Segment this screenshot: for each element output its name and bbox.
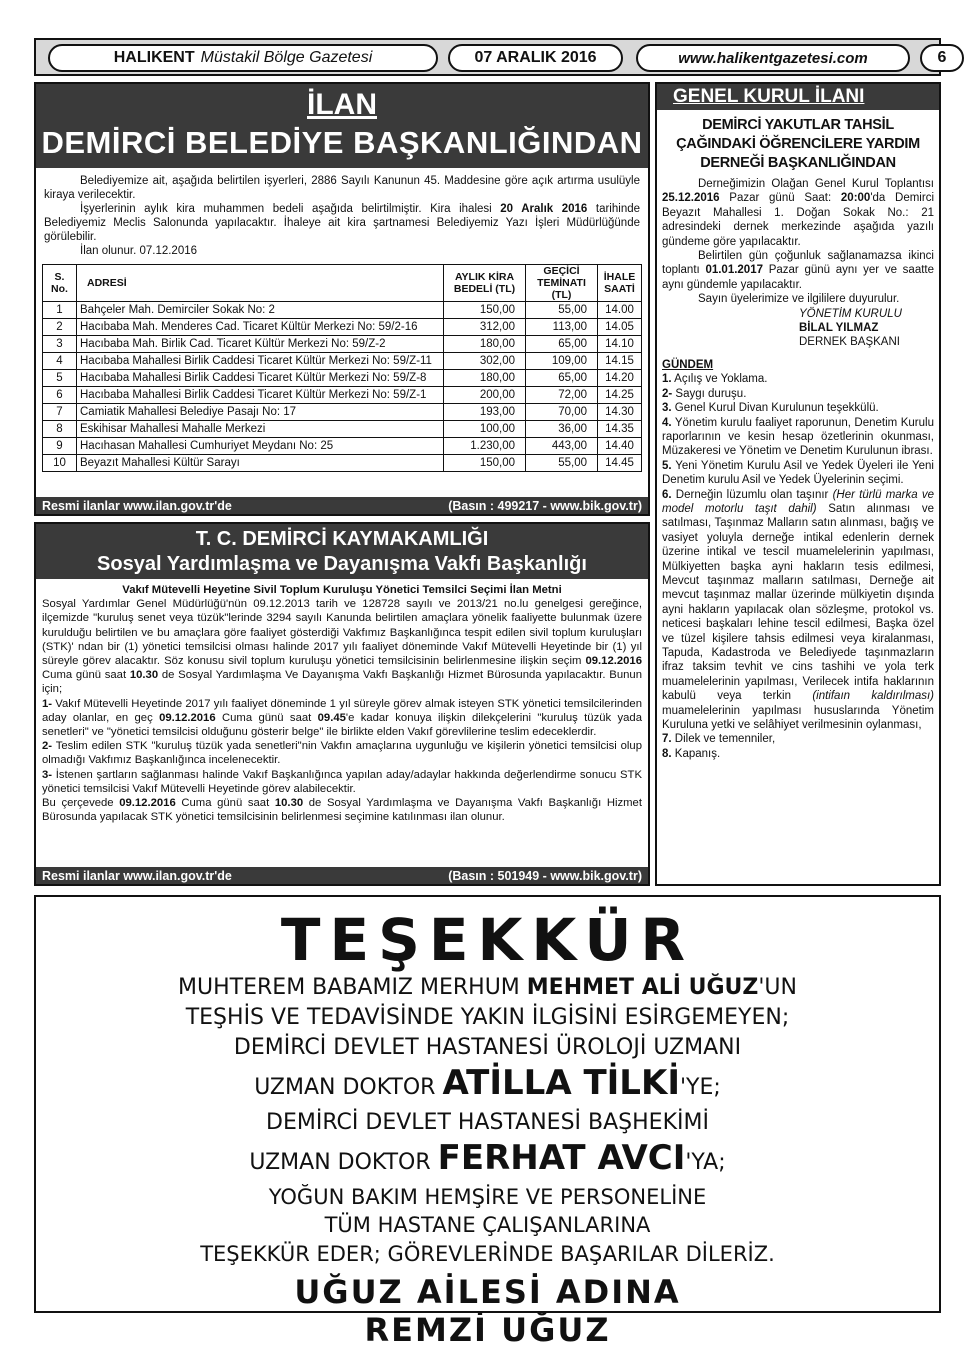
cell-address: Hacıbaba Mahallesi Birlik Caddesi Ticaret Kültür Merkezi No: 59/Z-1 (77, 387, 444, 404)
kaymakamlik-item: 2- Teslim edilen STK "kuruluş tüzük yada senetleri"nin Vakfın amaçlarına uygunluğu ve kişilerin yönetici temsilcisi olup olmadığı Vakfımız Başkanlığınca incelenecektir. (42, 740, 642, 767)
paper-name-pill (48, 44, 438, 72)
cell-no: 8 (43, 421, 77, 438)
newspaper-header (34, 38, 947, 76)
cell-rent: 180,00 (444, 336, 526, 353)
cell-no: 5 (43, 370, 77, 387)
cell-time: 14.35 (598, 421, 642, 438)
genel-kurul-box (655, 82, 941, 886)
cell-no: 10 (43, 455, 77, 472)
cell-address: Bahçeler Mah. Demirciler Sokak No: 2 (77, 302, 444, 319)
cell-address: Beyazıt Mahallesi Kültür Sarayı (77, 455, 444, 472)
table-row (43, 370, 642, 387)
genel-kurul-paragraph: Derneğimizin Olağan Genel Kurul Toplantısı 25.12.2016 Pazar günü Saat: 20:00'da Demirci Beyazıt Mahallesi 1. Doğan Sokak No.: 21 adresindeki dernek merkezinde aşağıda yazılı gündeme göre yapılacaktır. (662, 178, 934, 248)
genel-kurul-paragraph: Belirtilen gün çoğunluk sağlanamazsa ikinci toplantı 01.01.2017 Pazar günü aynı yer ve saatte aynı gündemle yapılacaktır. (662, 250, 935, 291)
cell-rent: 150,00 (444, 302, 526, 319)
tesekkur-line: UZMAN DOKTOR FERHAT AVCI'YA; (249, 1138, 726, 1178)
col-header-address: ADRESİ (77, 265, 444, 302)
cell-no: 3 (43, 336, 77, 353)
cell-no: 6 (43, 387, 77, 404)
belediye-ilan-box (34, 82, 650, 516)
kaymakamlik-body (36, 579, 648, 824)
ilan-paragraph: İşyerlerinin aylık kira muhammen bedeli aşağıda belirtilmiştir. Kira ihalesi 20 Aralık 2016 tarihinde Belediyemiz Meclis Salonunda yapılacaktır. İhaleye ait kira şartnamesi Belediyemiz Yazı İşleri Müdürlüğünde görülebilir. (44, 203, 641, 243)
tesekkur-signature-name: REMZİ UĞUZ (364, 1311, 611, 1349)
cell-time: 14.30 (598, 404, 642, 421)
signature-name: BİLAL YILMAZ (799, 322, 879, 335)
cell-rent: 302,00 (444, 353, 526, 370)
kaymakamlik-paragraph: Sosyal Yardımlar Genel Müdürlüğü'nün 09.12.2013 tarih ve 128728 sayılı ve 2013/21 no.lu genelgesi gereğince, ilçemizde "kuruluş senet veya tüzük"lerinde 3294 sayılı Kanunda belirtilen amaçlara yönelik faaliyette bulunmak üzere kurulduğu belirtilen ve bu amaçlara göre faaliyet gösterdiği Vakfımız Başkanlığınca tespit edilen sivil toplum kuruluşları (STK)' ndan bir (1) yönetici temsilcisi olması halinde 2017 yılı faaliyet döneminde Vakıf Mütevelli Heyetinde bir (1) yıl süreyle görev alacaktır. Söz konusu sivil toplum kuruluşu yönetici temsilcisinin belirlenmesine ilişkin seçim 09.12.2016 Cuma günü saat 10.30 de Sosyal Yardımlaşma Ve Dayanışma Vakfı Başkanlığı Hizmet Bürosunda yapılacaktır. Bunun için; (42, 598, 642, 696)
cell-rent: 1.230,00 (444, 438, 526, 455)
page-number: 6 (920, 44, 964, 72)
cell-deposit: 65,00 (526, 370, 598, 387)
basin-reference: (Basın : 499217 - www.bik.gov.tr) (448, 498, 642, 513)
cell-time: 14.15 (598, 353, 642, 370)
table-header-row (43, 265, 642, 302)
cell-time: 14.05 (598, 319, 642, 336)
cell-no: 9 (43, 438, 77, 455)
table-row (43, 455, 642, 472)
tesekkur-line: YOĞUN BAKIM HEMŞİRE VE PERSONELİNE (268, 1185, 707, 1209)
col-header-time: İHALE SAATİ (598, 265, 642, 302)
table-row (43, 336, 642, 353)
cell-time: 14.00 (598, 302, 642, 319)
resmi-ilanlar-link[interactable]: Resmi ilanlar www.ilan.gov.tr'de (42, 868, 232, 883)
ilan-subtitle: DEMİRCİ BELEDİYE BAŞKANLIĞINDAN (41, 125, 643, 160)
ilan-title: İLAN (307, 88, 377, 121)
tesekkur-line: TEŞEKKÜR EDER; GÖREVLERİNDE BAŞARILAR DİLERİZ. (200, 1242, 775, 1266)
cell-rent: 200,00 (444, 387, 526, 404)
tesekkur-box (34, 895, 941, 1349)
gundem-list (657, 350, 939, 761)
kaymakamlik-ilan-box (34, 522, 650, 886)
paper-name: HALIKENT (113, 49, 195, 66)
cell-deposit: 36,00 (526, 421, 598, 438)
ilan-table (42, 264, 642, 472)
cell-no: 2 (43, 319, 77, 336)
signature-board: YÖNETİM KURULU (799, 307, 902, 320)
cell-address: Eskihisar Mahallesi Mahalle Merkezi (77, 421, 444, 438)
signature-block (657, 307, 939, 350)
kaymakamlik-paragraph: Bu çerçevede 09.12.2016 Cuma günü saat 10.30 de Sosyal Yardımlaşma ve Dayanışma Vakfı Başkanlığı Hizmet Bürosunda yapılacak STK yönetici temsilcisinin belirlenmesi seçimine katılınması ilan olunur. (42, 797, 642, 824)
tesekkur-line: DEMİRCİ DEVLET HASTANESİ ÜROLOJİ UZMANI (233, 1035, 742, 1060)
ilan-title-block (36, 84, 648, 168)
cell-deposit: 72,00 (526, 387, 598, 404)
basin-reference: (Basın : 501949 - www.bik.gov.tr) (448, 868, 642, 883)
cell-address: Hacıbaba Mah. Menderes Cad. Ticaret Kültür Merkezi No: 59/2-16 (77, 319, 444, 336)
tesekkur-line: TEŞHİS VE TEDAVİSİNDE YAKIN İLGİSİNİ ESİRGEMEYEN; (185, 1005, 790, 1030)
tesekkur-signature: UĞUZ AİLESİ ADINA (294, 1273, 681, 1311)
gundem-item: 3. Genel Kurul Divan Kurulunun teşekkülü. (662, 402, 879, 415)
col-header-deposit: GEÇİCİ TEMİNATI (TL) (526, 265, 598, 302)
gundem-item: 8. Kapanış. (662, 747, 721, 760)
cell-rent: 193,00 (444, 404, 526, 421)
table-row (43, 353, 642, 370)
gundem-item: 6. Derneğin lüzumlu olan taşınır (Her türlü marka ve model motorlu taşıt dahil) Satın alınması ve satılması, Taşınmaz Malların satın alınması, bağış ve vasiyet yoluyla derneğe intikal edenlerin dernek üzerine intikal ve tescil muamelelerinin yapılması, Mülkiyetten başka ayni hakların tesis edilmesi, Mevcut taşınmaz malların satılması, Derneğe ait mevcut taşınmaz mallar üzerinde mülkiyetin dışında ayni hakların yapılacak olan sözleşme, protokol vs. neticesi başkaları lehine tescil edilmesi, Başka özel ve tüzel kişilere tahsis edilmesi veya kiralanması, Tapuda, Kadastroda ve Belediyede taşınmazların ifraz taksim tevhit ve cins tashihi ve yola terk muamelelerinin yapılması, Verilecek intifa haklarının kabulü veya terkin (intifaın kaldırılması) muamelelerinin yapılması hususlarında Yönetim Kuruluna yetki ve selâhiyet verilmesinin oylanması, (662, 488, 935, 732)
cell-deposit: 65,00 (526, 336, 598, 353)
tesekkur-line: UZMAN DOKTOR ATİLLA TİLKİ'YE; (254, 1063, 721, 1103)
kaymakamlik-title: T. C. DEMİRCİ KAYMAKAMLIĞI (195, 528, 489, 550)
cell-rent: 312,00 (444, 319, 526, 336)
tesekkur-line: MUHTEREM BABAMIZ MERHUM MEHMET ALİ UĞUZ'UN (178, 975, 797, 1000)
ilan-body (36, 168, 648, 258)
kaymakamlik-item: 3- İstenen şartların sağlanması halinde Vakıf Başkanlığınca yapılan aday/adaylar hakkında değerlendirme sonucu STK yönetici temsilcisi Vakıf Mütevelli Heyetinde görev alabilecektir. (42, 768, 642, 795)
cell-no: 4 (43, 353, 77, 370)
cell-rent: 150,00 (444, 455, 526, 472)
cell-address: Hacıhasan Mahallesi Cumhuriyet Meydanı No: 25 (77, 438, 444, 455)
tesekkur-line: DEMİRCİ DEVLET HASTANESİ BAŞHEKİMİ (266, 1110, 709, 1135)
cell-address: Hacıbaba Mahallesi Birlik Caddesi Ticaret Kültür Merkezi No: 59/Z-11 (77, 353, 444, 370)
kaymakamlik-heading: Vakıf Mütevelli Heyetine Sivil Toplum Kuruluşu Yönetici Temsilci Seçimi İlan Metni (122, 584, 562, 596)
cell-deposit: 109,00 (526, 353, 598, 370)
resmi-ilanlar-link[interactable]: Resmi ilanlar www.ilan.gov.tr'de (42, 498, 232, 513)
table-row (43, 404, 642, 421)
website-link[interactable]: www.halikentgazetesi.com (636, 44, 910, 72)
cell-address: Camiatik Mahallesi Belediye Pasajı No: 17 (77, 404, 444, 421)
kaymakamlik-footer (36, 867, 648, 884)
issue-date: 07 ARALIK 2016 (448, 44, 623, 72)
genel-kurul-paragraph: Sayın üyelerimize ve ilgililere duyurulur. (698, 293, 900, 306)
cell-address: Hacıbaba Mah. Birlik Cad. Ticaret Kültür Merkezi No: 59/Z-2 (77, 336, 444, 353)
table-row (43, 387, 642, 404)
cell-no: 7 (43, 404, 77, 421)
gundem-title: GÜNDEM (662, 358, 714, 371)
cell-rent: 100,00 (444, 421, 526, 438)
ilan-footer (36, 497, 648, 514)
cell-deposit: 55,00 (526, 455, 598, 472)
cell-no: 1 (43, 302, 77, 319)
tesekkur-line: TÜM HASTANE ÇALIŞANLARINA (324, 1213, 651, 1237)
paper-tagline: Müstakil Bölge Gazetesi (200, 49, 373, 66)
cell-time: 14.20 (598, 370, 642, 387)
cell-deposit: 70,00 (526, 404, 598, 421)
gundem-item: 4. Yönetim kurulu faaliyet raporunun, Denetim Kurulu raporlarının ve kesin hesap özetlerinin okunması, Müzakeresi ve Yönetim ve Denetim Kurulunun ibrası. (662, 416, 934, 458)
kaymakamlik-item: 1- Vakıf Mütevelli Heyetinde 2017 yılı faaliyet döneminde 1 yıl süreyle görev almak isteyen STK yönetici temsilcilerinden aday olanlar, en geç 09.12.2016 Cuma günü saat 09.45'e kadar konuya ilişkin dilekçelerini "kuruluş tüzük yada senetleri" ve "yönetici temsilcisi olduğunu gösterir belge" ile birlikte elden Vakıf görevlilerine teslim edeceklerdir. (42, 697, 642, 739)
gundem-item: 1. Açılış ve Yoklama. (662, 373, 768, 386)
cell-address: Hacıbaba Mahallesi Birlik Caddesi Ticaret Kültür Merkezi No: 59/Z-8 (77, 370, 444, 387)
table-row (43, 319, 642, 336)
dernek-name: DEMİRCİ YAKUTLAR TAHSİL ÇAĞINDAKİ ÖĞRENCİLERE YARDIM DERNEĞİ BAŞKANLIĞINDAN (676, 117, 920, 171)
gundem-item: 5. Yeni Yönetim Kurulu Asil ve Yedek Üyeleri ile Yeni Denetim kurulu Asil ve Yedek Üyelerinin seçimi. (662, 459, 934, 487)
tesekkur-title: TEŞEKKÜR (280, 906, 695, 974)
cell-time: 14.40 (598, 438, 642, 455)
table-row (43, 421, 642, 438)
col-header-no: S. No. (43, 265, 77, 302)
ilan-date-line: İlan olunur. 07.12.2016 (80, 245, 198, 257)
signature-role: DERNEK BAŞKANI (799, 336, 900, 349)
gundem-item: 7. Dilek ve temenniler, (662, 733, 776, 746)
col-header-rent: AYLIK KİRA BEDELİ (TL) (444, 265, 526, 302)
cell-time: 14.25 (598, 387, 642, 404)
cell-deposit: 443,00 (526, 438, 598, 455)
gundem-item: 2- Saygı duruşu. (662, 387, 747, 400)
genel-kurul-body (657, 173, 939, 307)
table-row (43, 302, 642, 319)
table-row (43, 438, 642, 455)
genel-kurul-title: GENEL KURUL İLANI (657, 84, 939, 110)
cell-deposit: 55,00 (526, 302, 598, 319)
ilan-paragraph: Belediyemize ait, aşağıda belirtilen işyerleri, 2886 Sayılı Kanunun 45. Maddesine göre açık artırma usulüyle kiraya verilecektir. (44, 175, 640, 201)
kaymakamlik-subtitle: Sosyal Yardımlaşma ve Dayanışma Vakfı Başkanlığı (97, 553, 587, 575)
cell-rent: 180,00 (444, 370, 526, 387)
cell-time: 14.10 (598, 336, 642, 353)
cell-time: 14.45 (598, 455, 642, 472)
cell-deposit: 113,00 (526, 319, 598, 336)
kaymakamlik-title-block (36, 524, 648, 579)
